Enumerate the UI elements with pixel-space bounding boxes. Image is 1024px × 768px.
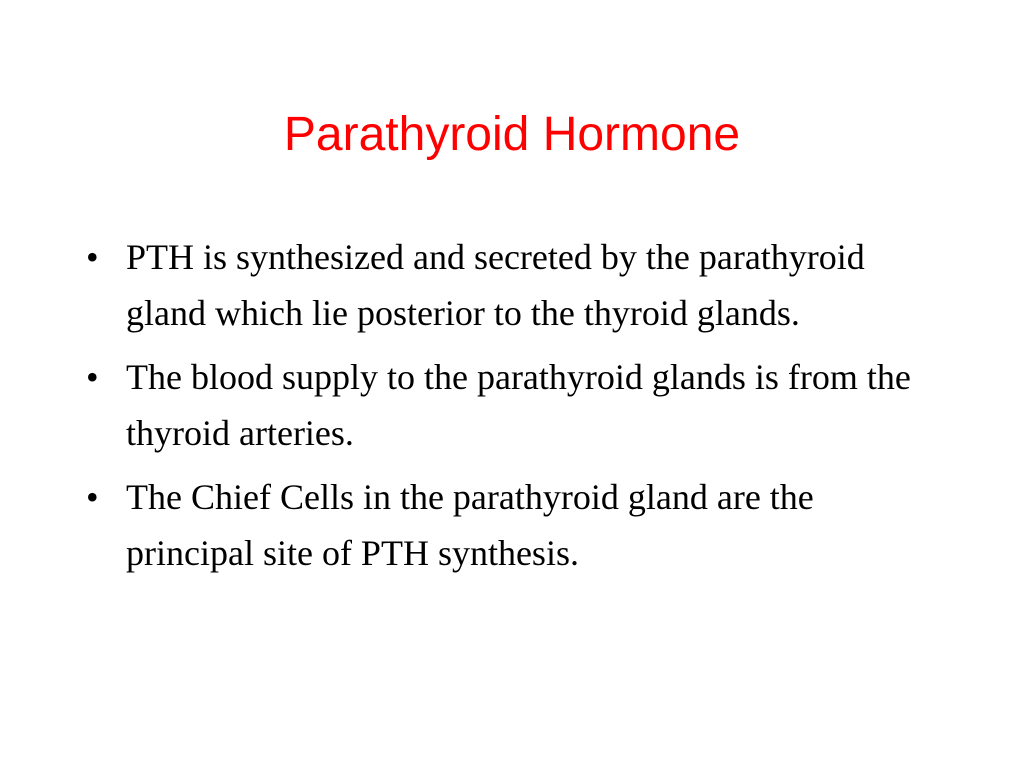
bullet-item-pth-synthesis — [86, 229, 946, 341]
bullet-icon: • — [86, 357, 99, 397]
bullet-text: PTH is synthesized and secreted by the parathyroid gland which lie posterior to the thyroid glands. — [126, 237, 865, 333]
bullet-list — [86, 229, 946, 589]
bullet-icon: • — [86, 237, 99, 277]
bullet-icon: • — [86, 477, 99, 517]
bullet-item-chief-cells — [86, 469, 946, 581]
bullet-text: The blood supply to the parathyroid glands is from the thyroid arteries. — [126, 357, 911, 453]
bullet-item-blood-supply — [86, 349, 946, 461]
bullet-text: The Chief Cells in the parathyroid gland are the principal site of PTH synthesis. — [126, 477, 814, 573]
slide-title: Parathyroid Hormone — [283, 108, 741, 161]
